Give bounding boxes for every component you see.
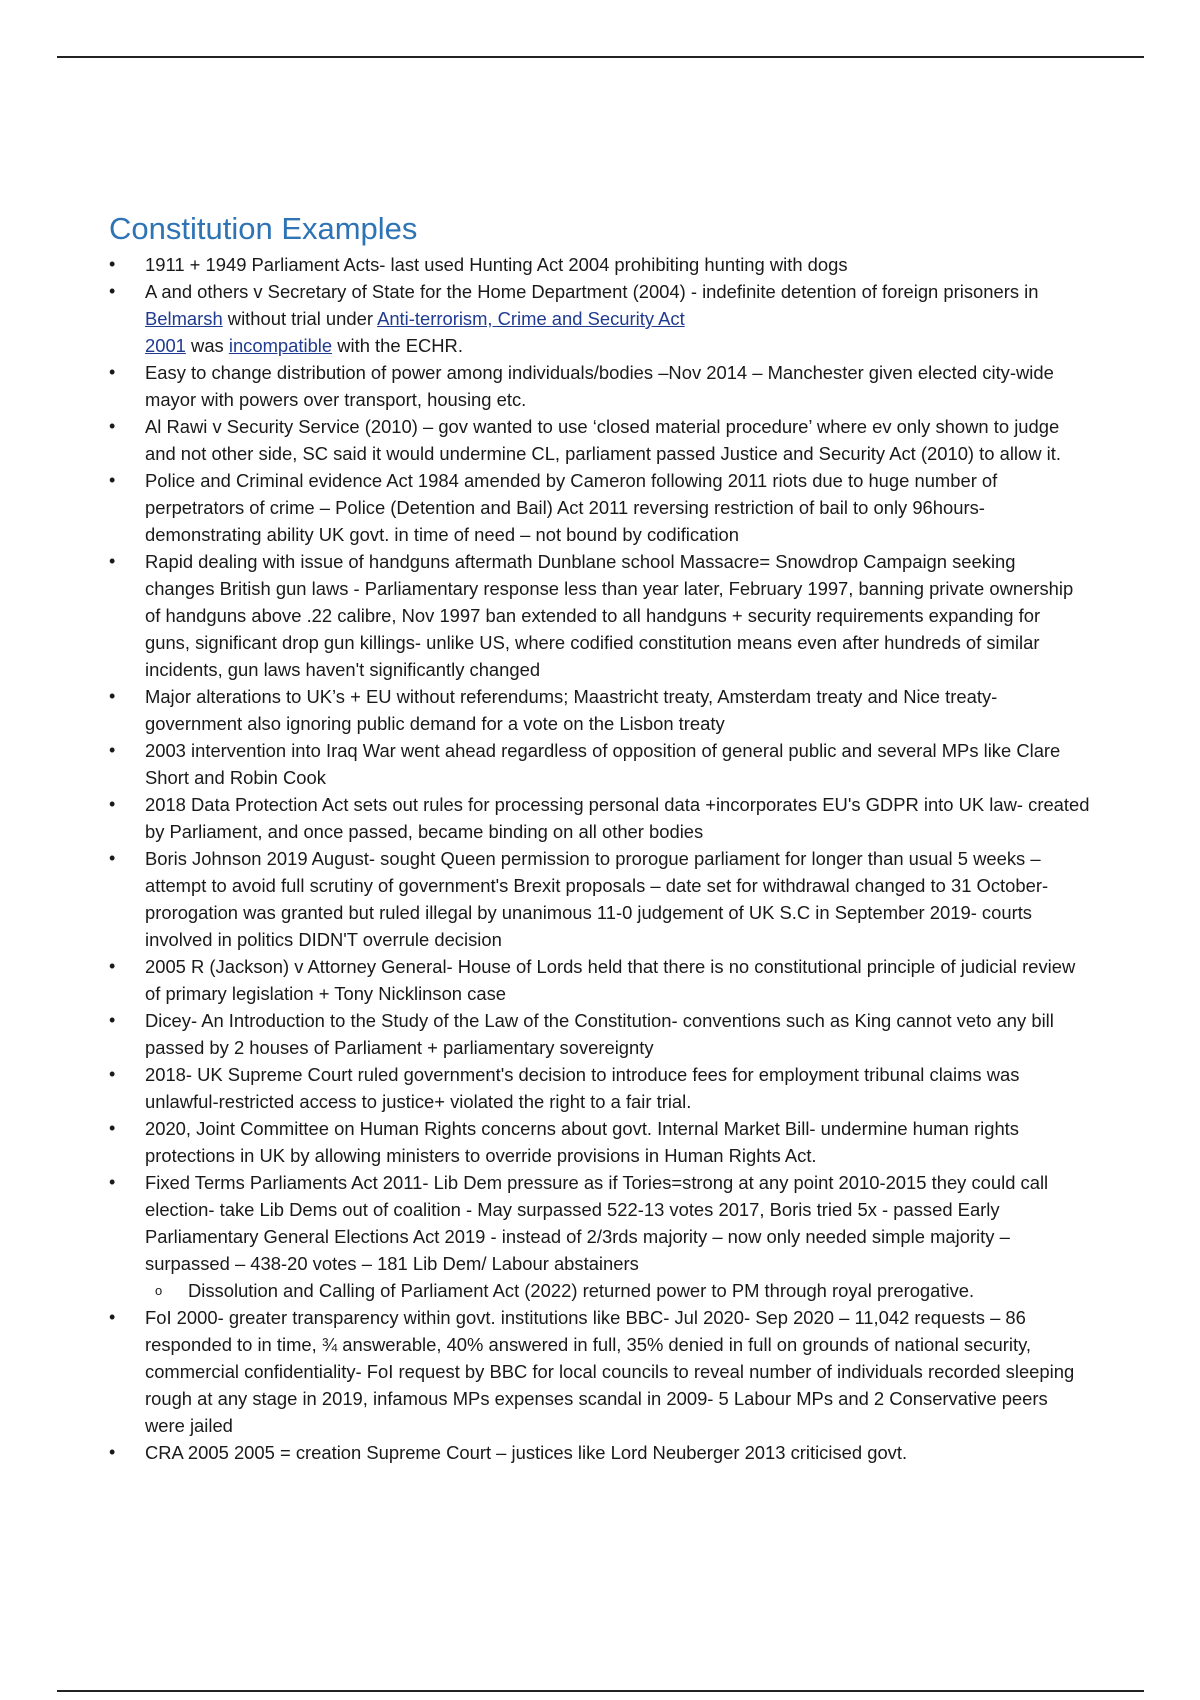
page-title: Constitution Examples [109, 211, 418, 246]
list-item [0, 467, 1100, 548]
circle-bullet-icon: o [155, 1283, 163, 1298]
list-item [0, 548, 1100, 683]
bullet-icon: • [109, 1064, 116, 1084]
list-item-text: FoI 2000- greater transparency within govt. institutions like BBC- Jul 2020- Sep 2020 – 11,042 requests – 86 responded to in time, ¾ answerable, 40% answered in full, 35% denied in full on grounds of national security, commercial confidentiality- FoI request by BBC for local councils to reveal number of individuals recorded sleeping rough at any stage in 2019, infamous MPs expenses scandal in 2009- 5 Labour MPs and 2 Conservative peers were jailed [145, 1307, 1075, 1436]
list-item-text: 1911 + 1949 Parliament Acts- last used Hunting Act 2004 prohibiting hunting with dogs [145, 254, 848, 275]
list-item-text: 2003 intervention into Iraq War went ahead regardless of opposition of general public and several MPs like Clare Short and Robin Cook [145, 740, 1061, 788]
list-item [0, 1007, 1100, 1061]
list-item-text: 2005 R (Jackson) v Attorney General- House of Lords held that there is no constitutional principle of judicial review of primary legislation + Tony Nicklinson case [145, 956, 1076, 1004]
bullet-icon: • [109, 848, 116, 868]
list-item [0, 278, 1100, 359]
bullet-icon: • [109, 1118, 116, 1138]
list-item-text: Dicey- An Introduction to the Study of the Law of the Constitution- conventions such as King cannot veto any bill passed by 2 houses of Parliament + parliamentary sovereignty [145, 1010, 1054, 1058]
bullet-icon: • [109, 1172, 116, 1192]
list-item-text: 2020, Joint Committee on Human Rights concerns about govt. Internal Market Bill- undermine human rights protections in UK by allowing ministers to override provisions in Human Rights Act. [145, 1118, 1019, 1166]
list-item-text: 2018- UK Supreme Court ruled government's decision to introduce fees for employment tribunal claims was unlawful-restricted access to justice+ violated the right to a fair trial. [145, 1064, 1020, 1112]
list-item [0, 1061, 1100, 1115]
list-item [0, 1169, 1100, 1304]
bullet-icon: • [109, 416, 116, 436]
list-item-text: Fixed Terms Parliaments Act 2011- Lib Dem pressure as if Tories=strong at any point 2010-2015 they could call election- take Lib Dems out of coalition - May surpassed 522-13 votes 2017, Boris tried 5x - passed Early Parliamentary General Elections Act 2019 - instead of 2/3rds majority – now only needed simple majority – surpassed – 438-20 votes – 181 Lib Dem/ Labour abstainers [145, 1172, 1049, 1274]
bullet-icon: • [109, 254, 116, 274]
list-item-text: Police and Criminal evidence Act 1984 amended by Cameron following 2011 riots due to huge number of perpetrators of crime – Police (Detention and Bail) Act 2011 reversing restriction of bail to only 96hours- demonstrating ability UK govt. in time of need – not bound by codification [145, 470, 998, 545]
bullet-icon: • [109, 1307, 116, 1327]
list-item-text: Easy to change distribution of power among individuals/bodies –Nov 2014 – Manchester given elected city-wide mayor with powers over transport, housing etc. [145, 362, 1054, 410]
footer-rule [57, 1690, 1144, 1692]
list-item [0, 737, 1100, 791]
list-item [0, 953, 1100, 1007]
bullet-icon: • [109, 551, 116, 571]
link-belmarsh[interactable]: Belmarsh [145, 308, 223, 329]
link-anti-terrorism-act[interactable]: Anti-terrorism, Crime and Security Act [377, 308, 685, 329]
sub-list-item-text: Dissolution and Calling of Parliament Act (2022) returned power to PM through royal prerogative. [188, 1280, 975, 1301]
list-item [0, 251, 1100, 278]
list-item-text: was [185, 335, 229, 356]
bullet-icon: • [109, 686, 116, 706]
bullet-icon: • [109, 1442, 116, 1462]
list-item [0, 359, 1100, 413]
list-item-text: Al Rawi v Security Service (2010) – gov wanted to use ‘closed material procedure’ where ev only shown to judge and not other side, SC said it would undermine CL, parliament passed Justice and Security Act (2010) to allow it. [145, 416, 1061, 464]
list-item [0, 1304, 1100, 1439]
list-item-text: A and others v Secretary of State for the Home Department (2004) - indefinite detention of foreign prisoners in [145, 281, 1039, 302]
list-item [0, 1115, 1100, 1169]
list-item [0, 845, 1100, 953]
list-item-text: 2018 Data Protection Act sets out rules for processing personal data +incorporates EU's GDPR into UK law- created by Parliament, and once passed, became binding on all other bodies [145, 794, 1090, 842]
list-item-text: CRA 2005 2005 = creation Supreme Court – justices like Lord Neuberger 2013 criticised govt. [145, 1442, 908, 1463]
list-item [0, 1439, 1100, 1466]
bullet-icon: • [109, 470, 116, 490]
list-item-text: Major alterations to UK’s + EU without referendums; Maastricht treaty, Amsterdam treaty and Nice treaty-government also ignoring public demand for a vote on the Lisbon treaty [145, 686, 998, 734]
list-item-text: Boris Johnson 2019 August- sought Queen permission to prorogue parliament for longer than usual 5 weeks – attempt to avoid full scrutiny of government's Brexit proposals – date set for withdrawal changed to 31 October- prorogation was granted but ruled illegal by unanimous 11-0 judgement of UK S.C in September 2019- courts involved in politics DIDN'T overrule decision [145, 848, 1049, 950]
link-anti-terrorism-act-year[interactable]: 2001 [145, 335, 186, 356]
list-item [0, 791, 1100, 845]
bullet-icon: • [109, 956, 116, 976]
link-incompatible[interactable]: incompatible [228, 335, 333, 356]
bullet-icon: • [109, 362, 116, 382]
bullet-icon: • [109, 740, 116, 760]
list-item-text: with the ECHR. [332, 335, 463, 356]
list-item-text: Rapid dealing with issue of handguns aftermath Dunblane school Massacre= Snowdrop Campaign seeking changes British gun laws - Parliamentary response less than year later, February 1997, banning private ownership of handguns above .22 calibre, Nov 1997 ban extended to all handguns + security requirements expanding for guns, significant drop gun killings- unlike US, where codified constitution means even after hundreds of similar incidents, gun laws haven't significantly changed [145, 551, 1074, 680]
header-rule [57, 56, 1144, 58]
list-item [0, 683, 1100, 737]
sub-list-item [145, 1277, 1090, 1304]
bullet-icon: • [109, 1010, 116, 1030]
bullet-icon: • [109, 281, 116, 301]
bullet-icon: • [109, 794, 116, 814]
list-item [0, 413, 1100, 467]
list-item-text: without trial under [222, 308, 378, 329]
bullet-list [0, 251, 1100, 1466]
sub-list [145, 1277, 1090, 1304]
